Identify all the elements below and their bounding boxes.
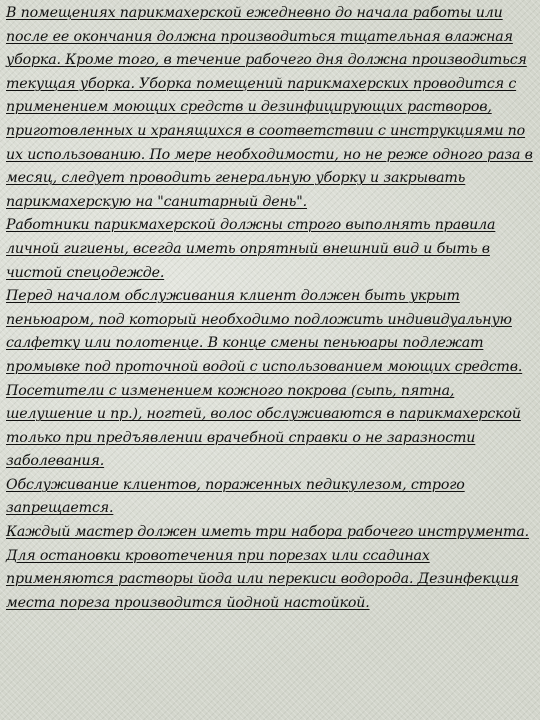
paragraph-tool-sets: Каждый мастер должен иметь три набора рабочего инструмента.	[6, 524, 529, 541]
paragraph-daily-cleaning: В помещениях парикмахерской ежедневно до начала работы или после ее окончания должна производиться тщательная влажная уборка. Кроме того, в течение рабочего дня должна производиться текущая уборка. Уборка помещений парикмахерских проводится с применением моющих средств и дезинфицирующих растворов, приготовленных и хранящихся в соответствии с инструкциями по их использованию. По мере необходимости, но не реже одного раза в месяц, следует проводить генеральную уборку и закрывать парикмахерскую на "санитарный день".	[6, 5, 533, 210]
paragraph-skin-conditions: Посетители с изменением кожного покрова (сыпь, пятна, шелушение и пр.), ногтей, волос обслуживаются в парикмахерской только при предъявлении врачебной справки о не заразности заболевания.	[6, 382, 521, 470]
slide-text-body	[6, 2, 536, 615]
paragraph-personal-hygiene: Работники парикмахерской должны строго выполнять правила личной гигиены, всегда иметь опрятный внешний вид и быть в чистой спецодежде.	[6, 217, 496, 281]
paragraph-pediculosis: Обслуживание клиентов, пораженных педикулезом, строго запрещается.	[6, 476, 465, 517]
paragraph-bleeding-cuts: Для остановки кровотечения при порезах или ссадинах применяются растворы йода или перекиси водорода. Дезинфекция места пореза производится йодной настойкой.	[6, 547, 519, 611]
paragraph-client-cover: Перед началом обслуживания клиент должен быть укрыт пеньюаром, под который необходимо подложить индивидуальную салфетку или полотенце. В конце смены пеньюары подлежат промывке под проточной водой с использованием моющих средств.	[6, 288, 523, 375]
